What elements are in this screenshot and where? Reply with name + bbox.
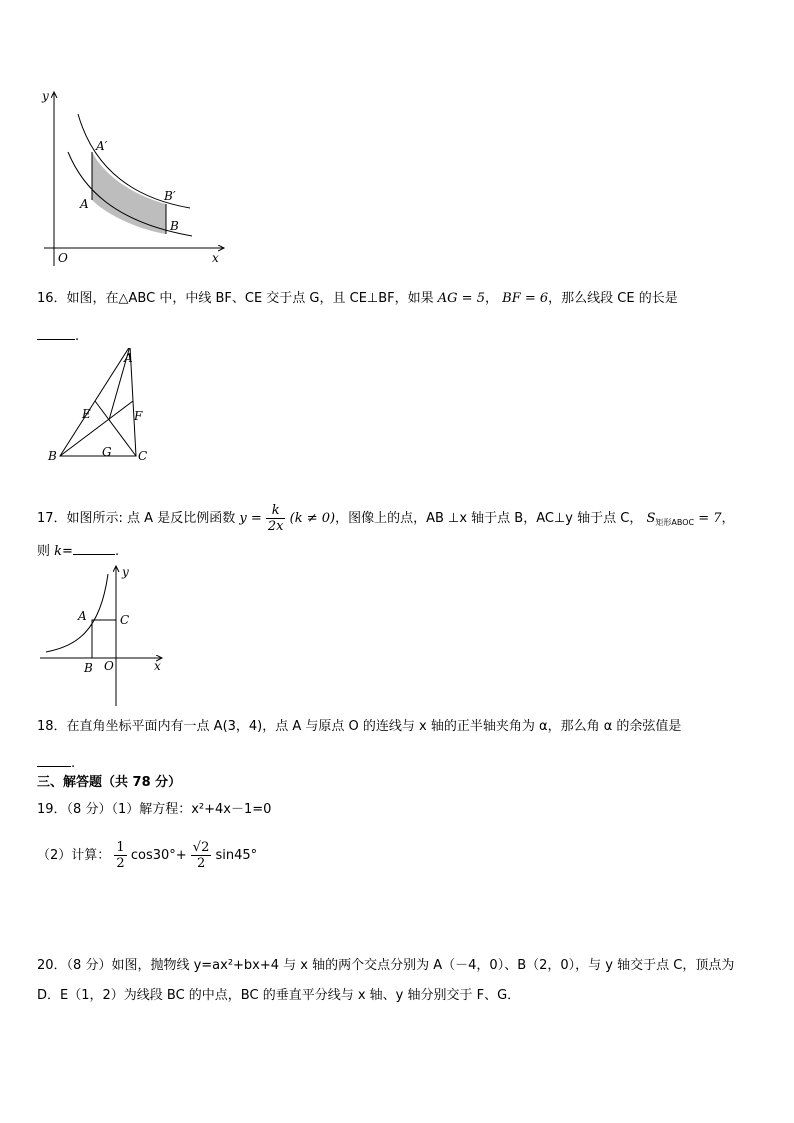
figure-15-hyperbola-graph: [36, 86, 236, 270]
q17-prefix: 则: [37, 544, 55, 559]
question-20-line-2: D．E（1，2）为线段 BC 的中点，BC 的垂直平分线与 x 轴、y 轴分别交于 F、G．: [37, 988, 521, 1003]
label-a: A: [78, 609, 87, 623]
section-3-title: 三、解答题（共 78 分）: [37, 775, 182, 790]
q16-bf: BF = 6: [502, 291, 549, 306]
q16-text-2: ，那么线段 CE 的长是: [548, 291, 678, 306]
label-o: O: [104, 659, 114, 673]
label-y: y: [122, 565, 129, 579]
hyperbola-branch: [46, 574, 108, 652]
label-x: x: [212, 251, 219, 265]
q17-condition: (k ≠ 0): [289, 511, 336, 526]
q17-text-2: ，图像上的点，AB ⊥x 轴于点 B，AC⊥y 轴于点 C，: [335, 511, 643, 526]
label-a: A: [80, 197, 89, 211]
label-o: O: [58, 251, 68, 265]
q18-answer-blank: [37, 752, 71, 767]
label-c: C: [138, 449, 148, 463]
question-16-answer-line: [37, 325, 79, 346]
q19-fraction-2: [191, 840, 212, 871]
q17-k: k: [54, 544, 63, 559]
question-19-part-2: [37, 838, 257, 874]
q16-ag: AG = 5: [437, 291, 485, 306]
q16-text-1: 16．如图，在△ABC 中，中线 BF、CE 交于点 G，且 CE⊥BF，如果: [37, 291, 434, 306]
label-b: B: [170, 219, 179, 233]
label-y: y: [42, 89, 49, 103]
question-18-answer-line: [37, 752, 75, 773]
figure-16-triangle: [44, 348, 164, 464]
q19-cos: cos30°+: [130, 848, 187, 863]
label-b-prime: B′: [164, 189, 176, 203]
q19-frac1-num: 1: [116, 840, 125, 855]
q19-frac2-num: √2: [192, 840, 210, 855]
q19-part2-prefix: （2）计算：: [37, 848, 111, 863]
q19-frac2-den: 2: [196, 856, 206, 871]
q19-frac1-den: 2: [116, 856, 125, 871]
label-b: B: [48, 449, 57, 463]
q17-frac-den: 2x: [267, 519, 284, 534]
q17-y-eq: y =: [239, 511, 262, 526]
question-20-line-1: 20．（8 分）如图，抛物线 y=ax²+bx+4 与 x 轴的两个交点分别为 A（－4，0）、B（2，0），与 y 轴交于点 C，顶点为: [37, 958, 735, 973]
label-g: G: [102, 445, 112, 459]
q17-end: .: [114, 544, 120, 559]
q17-frac-num: k: [266, 503, 286, 519]
label-f: F: [134, 409, 143, 423]
label-c: C: [120, 613, 130, 627]
q17-s-sub: 矩形ABOC: [655, 518, 695, 527]
question-17-answer-line: [37, 540, 119, 561]
q18-end: .: [71, 756, 76, 771]
q16-sep: ，: [484, 291, 498, 306]
question-19-part-1: 19．（8 分）（1）解方程：x²+4x－1=0: [37, 802, 272, 817]
q17-s-val: = 7: [698, 511, 722, 526]
question-17: [37, 503, 735, 534]
q17-eq: =: [62, 544, 73, 559]
figure-17-graph: [36, 562, 168, 710]
question-16: [37, 290, 678, 308]
q17-text-3: ，: [721, 511, 735, 526]
q17-answer-blank: [73, 540, 115, 555]
q17-s: S: [646, 511, 656, 526]
label-a: A: [124, 351, 133, 365]
q17-fraction: [266, 503, 286, 534]
q19-sin: sin45°: [215, 848, 258, 863]
label-b: B: [84, 661, 93, 675]
label-a-prime: A′: [96, 139, 108, 153]
median-bf: [60, 401, 133, 456]
shaded-region: [92, 152, 166, 234]
q16-answer-blank: [37, 325, 75, 340]
label-x: x: [154, 659, 161, 673]
question-18: [37, 718, 681, 736]
label-e: E: [82, 407, 91, 421]
q17-text-1: 17．如图所示: 点 A 是反比例函数: [37, 511, 236, 526]
q16-end: .: [75, 329, 80, 344]
q19-fraction-1: [114, 840, 126, 871]
rectangle-aboc: [92, 620, 116, 658]
q18-text: 18．在直角坐标平面内有一点 A(3，4)，点 A 与原点 O 的连线与 x 轴的正半轴夹角为 α，那么角 α 的余弦值是: [37, 719, 682, 734]
